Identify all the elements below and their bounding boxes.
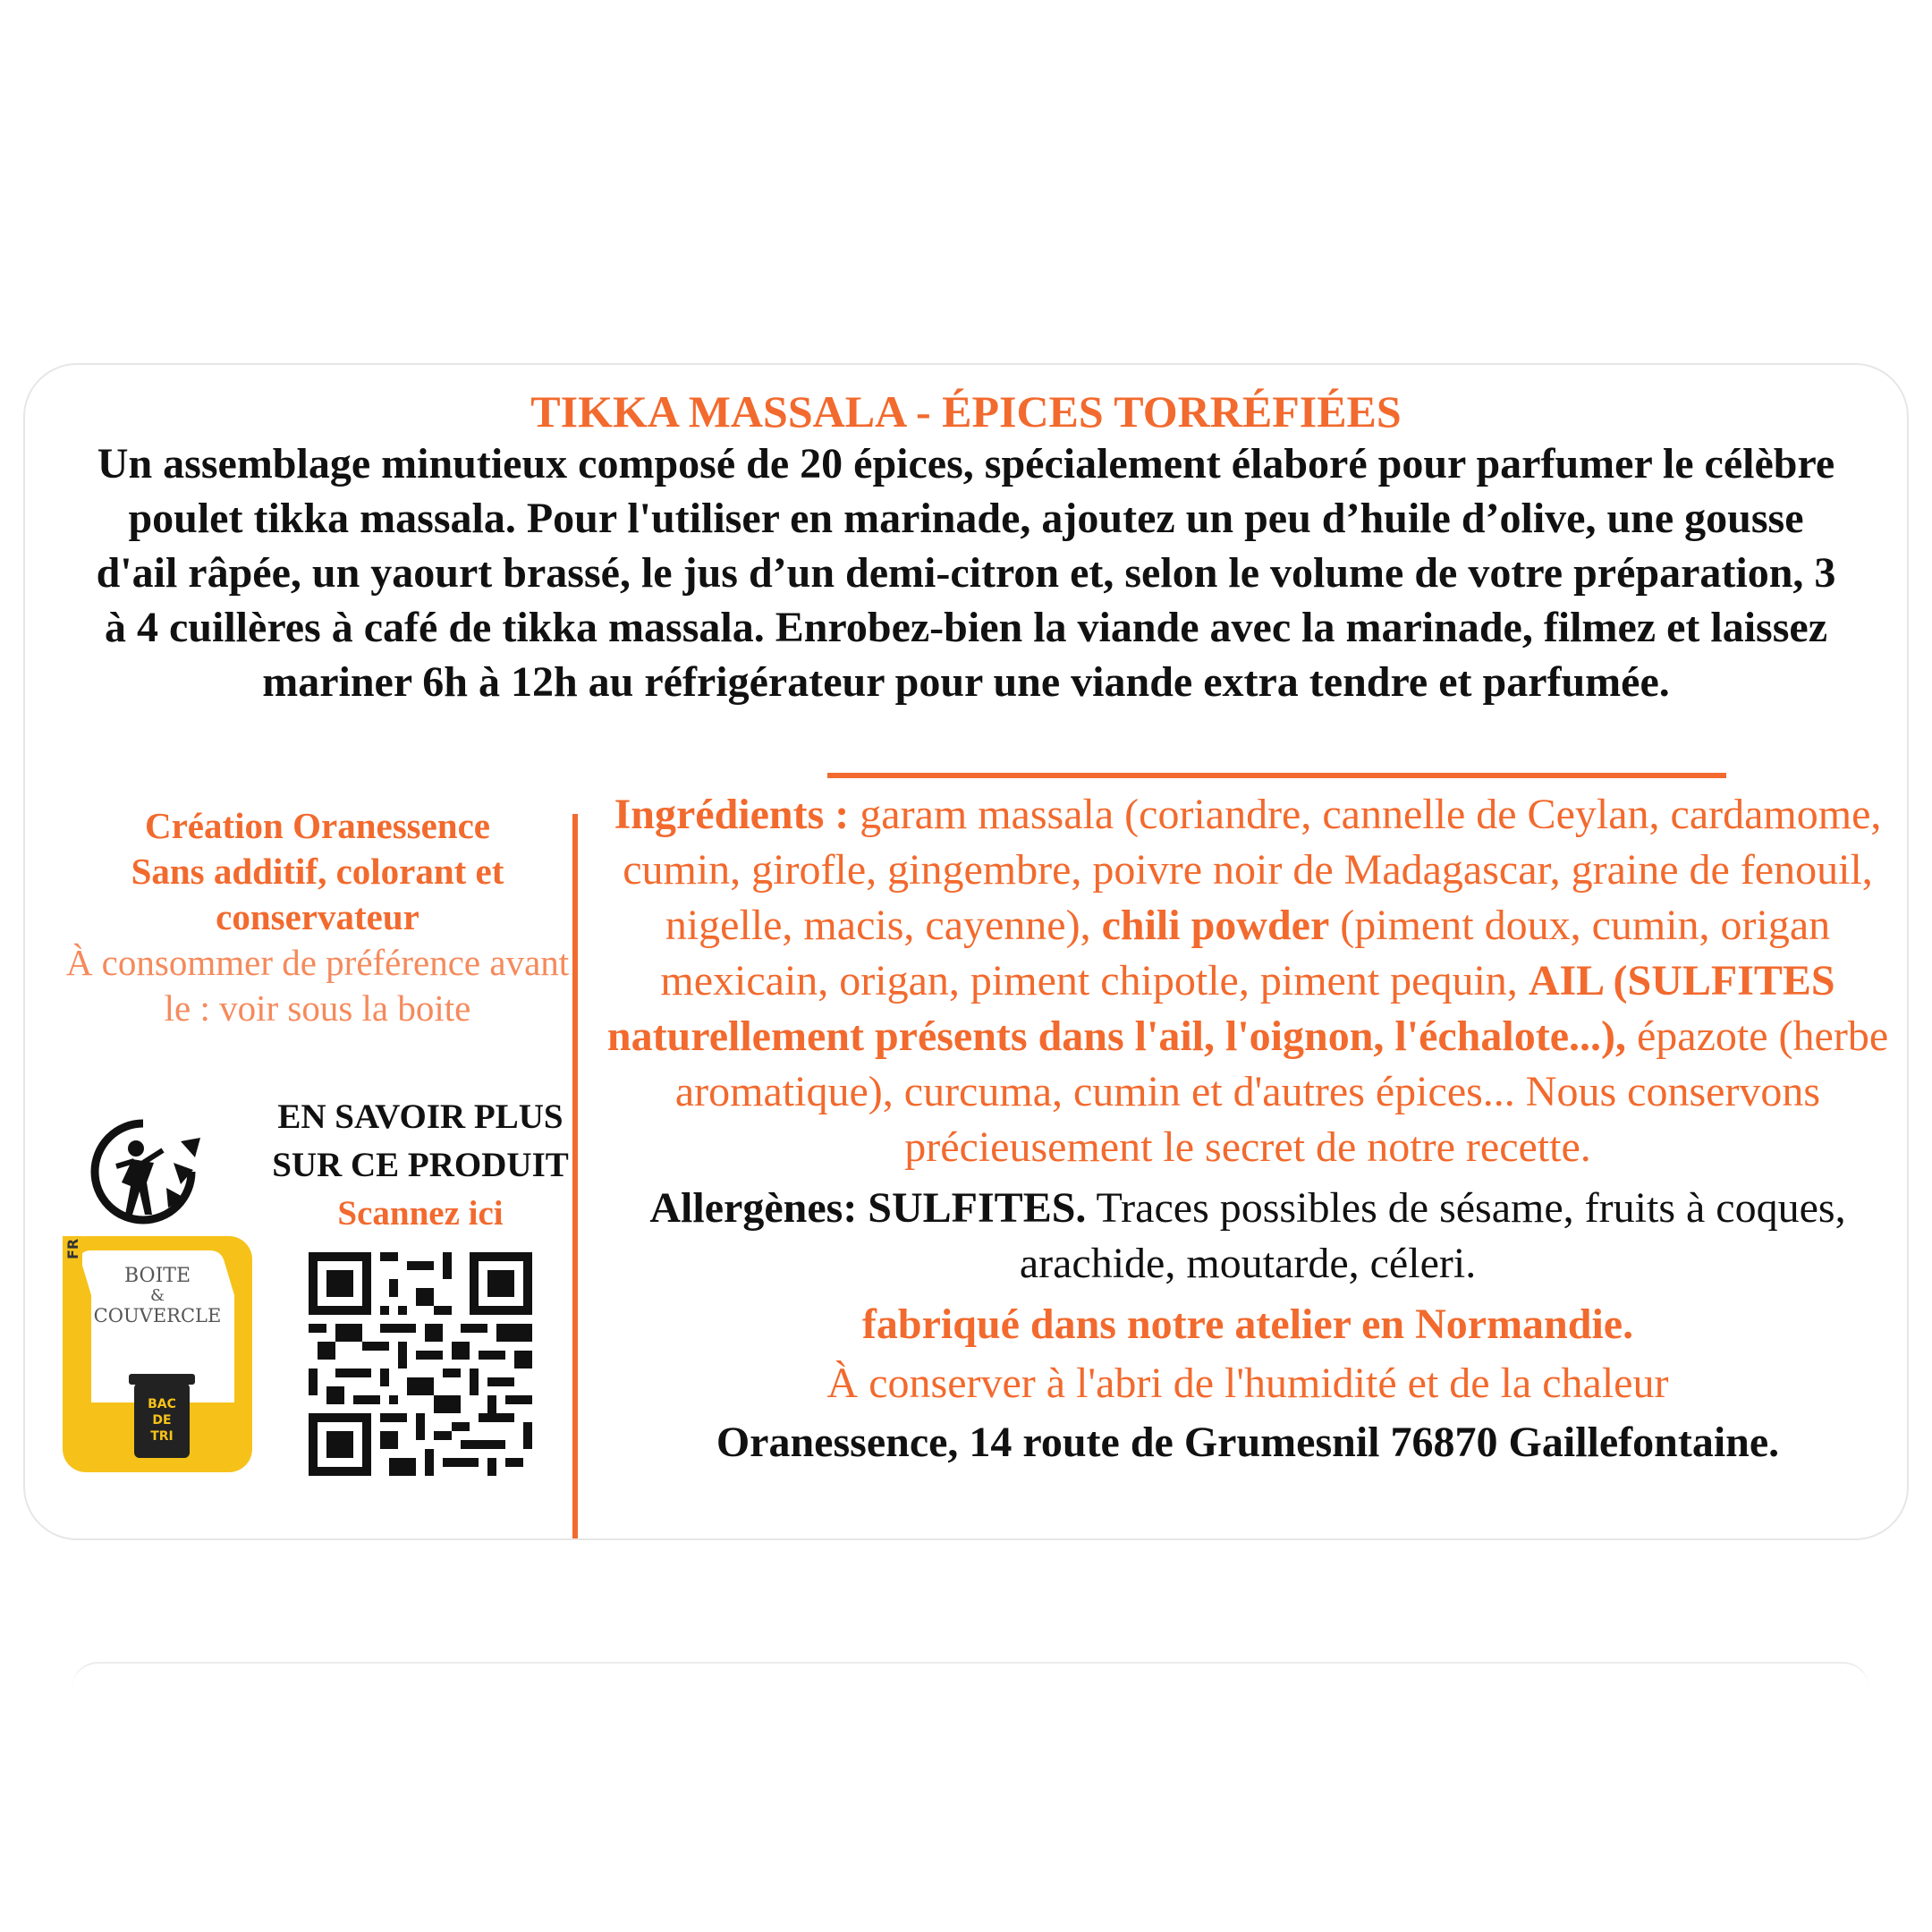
allergens-paragraph <box>595 1181 1901 1292</box>
fr-tag: FR <box>64 1238 81 1259</box>
ingredients-label: Ingrédients : <box>614 791 860 838</box>
boite-text: BOITE <box>123 1265 191 1287</box>
ingredients-part2: (piment doux, cumin, origan mexicain, origan, piment chipotle, piment pequin, <box>660 902 1831 1004</box>
learn-more-line1: EN SAVOIR PLUS <box>277 1097 564 1136</box>
product-title: TIKKA MASSALA - ÉPICES TORRÉFIÉES <box>530 386 1402 436</box>
best-before-text: À consommer de préférence avant le : voir sous la boite <box>65 942 570 1029</box>
ingredients-ail: AIL (SULFITES naturellement présents dans l'ail, l'oignon, l'échalote...), <box>606 957 1835 1060</box>
no-additive-text: Sans additif, colorant et conservateur <box>131 851 504 937</box>
learn-more-line2: SUR CE PRODUIT <box>272 1146 569 1184</box>
ingredients-part3: épazote (herbe aromatique), curcuma, cumin et d'autres épices... Nous conservons précieusement le secret de notre recette. <box>674 1013 1889 1171</box>
bac-text: BAC <box>148 1397 176 1411</box>
allergens-text: Traces possibles de sésame, fruits à coques, arachide, moutarde, céleri. <box>1019 1184 1846 1287</box>
left-info-block <box>54 803 581 1031</box>
learn-more-block <box>268 1093 572 1238</box>
de-text: DE <box>152 1413 172 1428</box>
allergens-label: Allergènes: SULFITES. <box>649 1184 1087 1232</box>
tri-info-badge <box>59 1233 256 1476</box>
ingredients-block <box>595 787 1901 1470</box>
scan-here-text: Scannez ici <box>337 1194 504 1233</box>
ingredients-paragraph <box>595 787 1901 1175</box>
horizontal-divider <box>827 773 1726 778</box>
creation-text: Création Oranessence <box>145 805 490 846</box>
address-text: Oranessence, 14 route de Grumesnil 76870 Gaillefontaine. <box>716 1419 1780 1466</box>
ingredients-chili: chili powder <box>1101 902 1330 949</box>
ingredients-part1: garam massala (coriandre, cannelle de Ceylan, cardamome, cumin, girofle, gingembre, poivre noir de Madagascar, graine de fenouil, nigelle, macis, cayenne), <box>623 791 1882 949</box>
triman-icon <box>80 1109 206 1234</box>
tri-text: TRI <box>150 1429 174 1444</box>
next-card-edge <box>72 1662 1869 1690</box>
storage-text: À conserver à l'abri de l'humidité et de la chaleur <box>826 1360 1669 1407</box>
product-description: Un assemblage minutieux composé de 20 épices, spécialement élaboré pour parfumer le célèbre poulet tikka massala. Pour l'utiliser en marinade, ajoutez un peu d’huile d’olive, une gousse d'ail râpée, un yaourt brassé, le jus d’un demi-citron et, selon le volume de votre préparation, 3 à 4 cuillères à café de tikka massala. Enrobez-bien la viande avec la marinade, filmez et laissez mariner 6h à 12h au réfrigérateur pour une viande extra tendre et parfumée. <box>96 440 1836 706</box>
couvercle-text: COUVERCLE <box>93 1305 222 1326</box>
qr-code[interactable] <box>309 1252 532 1476</box>
made-in-text: fabriqué dans notre atelier en Normandie. <box>861 1301 1634 1348</box>
amp-text: & <box>149 1286 165 1305</box>
